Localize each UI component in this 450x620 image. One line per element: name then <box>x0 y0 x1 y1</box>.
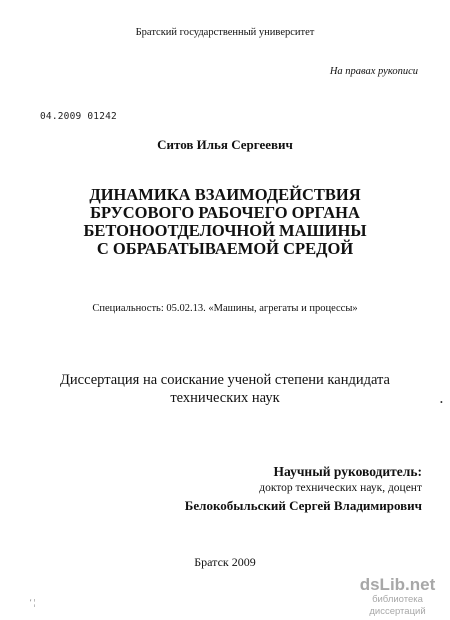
title-line: БРУСОВОГО РАБОЧЕГО ОРГАНА <box>90 203 360 222</box>
dissertation-title <box>0 186 450 258</box>
university-name: Братский государственный университет <box>135 27 315 38</box>
supervisor-name: Белокобыльский Сергей Владимирович <box>184 498 422 513</box>
watermark-subtitle: библиотека диссертаций <box>369 594 426 617</box>
scan-dot-mark: • <box>440 398 443 407</box>
scan-corner-mark: ' ¦ <box>30 598 36 607</box>
author-name: Ситов Илья Сергеевич <box>157 137 293 152</box>
supervisor-rank: доктор технических наук, доцент <box>259 482 422 494</box>
manuscript-note: На правах рукописи <box>329 66 418 77</box>
specialty-line: Специальность: 05.02.13. «Машины, агрегаты и процессы» <box>92 303 358 314</box>
degree-line: технических наук <box>170 390 280 406</box>
title-line: С ОБРАБАТЫВАЕМОЙ СРЕДОЙ <box>96 239 354 258</box>
supervisor-block <box>185 463 422 515</box>
degree-statement <box>0 371 450 407</box>
dslib-watermark <box>345 575 450 618</box>
supervisor-label: Научный руководитель: <box>273 464 422 479</box>
title-line: ДИНАМИКА ВЗАИМОДЕЙСТВИЯ <box>89 185 361 204</box>
city-year: Братск 2009 <box>194 555 256 569</box>
degree-line: Диссертация на соискание ученой степени кандидата <box>60 372 390 388</box>
watermark-logo: dsLib.net <box>359 575 436 594</box>
title-line: БЕТОНООТДЕЛОЧНОЙ МАШИНЫ <box>83 221 367 240</box>
stamp-number: 04.2009 01242 <box>40 111 117 122</box>
